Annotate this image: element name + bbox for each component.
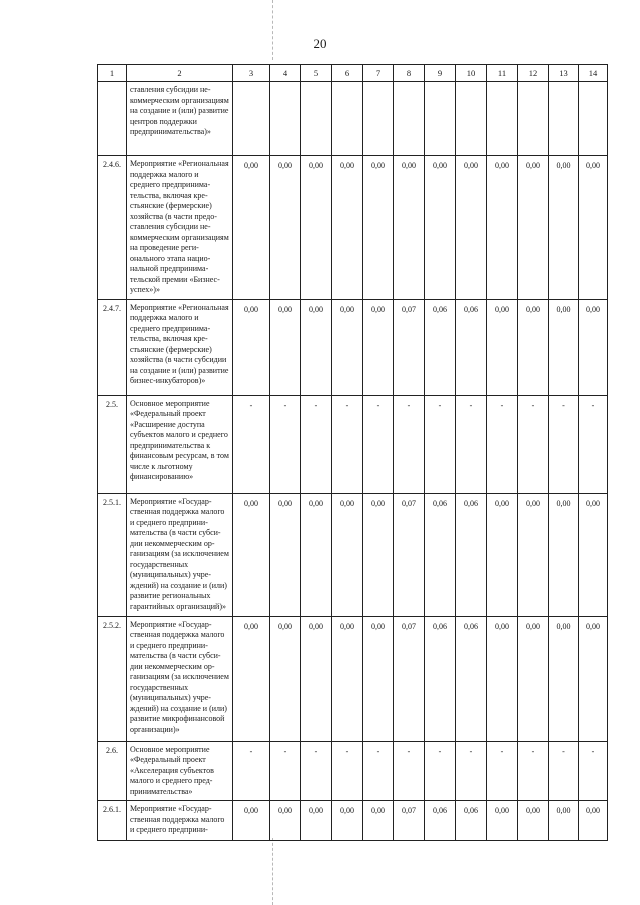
- value-cell: -: [456, 741, 487, 801]
- header-cell: 10: [456, 65, 487, 82]
- value-cell: -: [332, 741, 363, 801]
- row-description-cell: Мероприятие «Государственная поддержка малого и среднего предпринимательства (в части субсидии некоммерческим организациям (за исключением государственных (муниципальных) учреждений) на создание и (или) развитие региональных гарантийных организаций)»: [127, 493, 233, 616]
- row-description-cell: Мероприятие «Региональная поддержка малого и среднего предпринимательства, включая крестьянские (фермерские) хозяйства (в части субсидии на создание и (или) развитие бизнес-инкубаторов)»: [127, 299, 233, 395]
- header-cell: 14: [579, 65, 608, 82]
- budget-table-wrapper: [97, 64, 607, 841]
- value-cell: 0,00: [487, 299, 518, 395]
- value-cell: 0,00: [332, 156, 363, 300]
- value-cell: -: [456, 395, 487, 493]
- value-cell: 0,00: [487, 801, 518, 841]
- row-number-cell: 2.5.: [98, 395, 127, 493]
- header-cell: 8: [394, 65, 425, 82]
- row-description-cell: Мероприятие «Региональная поддержка малого и среднего предпринимательства, включая крестьянские (фермерские) хозяйства (в части предоставления субсидии некоммерческим организациям на проведение регионального этапа национальной предпринимательской премии «Бизнес-успех»)»: [127, 156, 233, 300]
- table-row: [98, 82, 608, 156]
- value-cell: [456, 82, 487, 156]
- budget-table: [97, 64, 608, 841]
- value-cell: 0,00: [233, 493, 270, 616]
- value-cell: -: [233, 741, 270, 801]
- value-cell: 0,00: [579, 299, 608, 395]
- value-cell: -: [363, 741, 394, 801]
- value-cell: 0,00: [363, 156, 394, 300]
- value-cell: -: [363, 395, 394, 493]
- table-row: [98, 616, 608, 741]
- value-cell: [394, 82, 425, 156]
- value-cell: -: [579, 395, 608, 493]
- header-row: [98, 65, 608, 82]
- value-cell: -: [487, 395, 518, 493]
- value-cell: 0,06: [425, 801, 456, 841]
- header-cell: 13: [549, 65, 579, 82]
- value-cell: 0,00: [301, 156, 332, 300]
- value-cell: -: [425, 395, 456, 493]
- value-cell: -: [301, 395, 332, 493]
- value-cell: [332, 82, 363, 156]
- table-row: [98, 395, 608, 493]
- row-number-cell: 2.4.6.: [98, 156, 127, 300]
- value-cell: 0,00: [518, 616, 549, 741]
- value-cell: -: [518, 395, 549, 493]
- value-cell: 0,07: [394, 801, 425, 841]
- page-number: 20: [313, 36, 327, 51]
- value-cell: [301, 82, 332, 156]
- value-cell: 0,00: [270, 801, 301, 841]
- table-row: [98, 493, 608, 616]
- value-cell: -: [270, 741, 301, 801]
- value-cell: 0,00: [270, 616, 301, 741]
- value-cell: [270, 82, 301, 156]
- row-description-cell: Мероприятие «Государственная поддержка малого и среднего предпринимательства (в части субсидии некоммерческим организациям (за исключением государственных (муниципальных) учреждений) на создание и (или) развитие микрофинансовой организации)»: [127, 616, 233, 741]
- header-cell: 4: [270, 65, 301, 82]
- row-description-cell: Основное мероприятие «Федеральный проект «Акселерация субъектов малого и среднего предпринимательства»: [127, 741, 233, 801]
- row-number-cell: 2.5.2.: [98, 616, 127, 741]
- value-cell: [549, 82, 579, 156]
- value-cell: 0,06: [456, 801, 487, 841]
- value-cell: 0,00: [518, 801, 549, 841]
- value-cell: -: [233, 395, 270, 493]
- value-cell: 0,00: [487, 156, 518, 300]
- value-cell: 0,00: [579, 801, 608, 841]
- value-cell: -: [518, 741, 549, 801]
- value-cell: -: [270, 395, 301, 493]
- value-cell: 0,07: [394, 299, 425, 395]
- value-cell: -: [487, 741, 518, 801]
- header-cell: 7: [363, 65, 394, 82]
- row-number-cell: 2.6.: [98, 741, 127, 801]
- value-cell: 0,07: [394, 616, 425, 741]
- value-cell: 0,00: [518, 493, 549, 616]
- value-cell: 0,00: [332, 493, 363, 616]
- table-row: [98, 156, 608, 300]
- value-cell: [233, 82, 270, 156]
- value-cell: 0,06: [456, 493, 487, 616]
- value-cell: 0,00: [301, 493, 332, 616]
- header-cell: 3: [233, 65, 270, 82]
- value-cell: 0,00: [332, 299, 363, 395]
- value-cell: 0,00: [456, 156, 487, 300]
- value-cell: 0,00: [549, 801, 579, 841]
- value-cell: -: [425, 741, 456, 801]
- value-cell: 0,00: [394, 156, 425, 300]
- value-cell: -: [394, 395, 425, 493]
- value-cell: 0,00: [332, 801, 363, 841]
- value-cell: 0,06: [456, 299, 487, 395]
- value-cell: [487, 82, 518, 156]
- row-description-cell: Основное мероприятие «Федеральный проект «Расширение доступа субъектов малого и среднего предпринимательства к финансовым ресурсам, в том числе к льготному финансированию»: [127, 395, 233, 493]
- value-cell: [579, 82, 608, 156]
- value-cell: -: [301, 741, 332, 801]
- row-number-cell: 2.5.1.: [98, 493, 127, 616]
- header-cell: 6: [332, 65, 363, 82]
- value-cell: 0,00: [301, 801, 332, 841]
- value-cell: 0,00: [270, 493, 301, 616]
- value-cell: -: [579, 741, 608, 801]
- value-cell: 0,00: [487, 493, 518, 616]
- row-number-cell: 2.6.1.: [98, 801, 127, 841]
- row-description-cell: Мероприятие «Государственная поддержка малого и среднего предприни-: [127, 801, 233, 841]
- row-number-cell: 2.4.7.: [98, 299, 127, 395]
- value-cell: 0,00: [233, 299, 270, 395]
- value-cell: 0,00: [549, 156, 579, 300]
- value-cell: 0,00: [518, 299, 549, 395]
- value-cell: [425, 82, 456, 156]
- value-cell: 0,06: [425, 299, 456, 395]
- header-cell: 2: [127, 65, 233, 82]
- value-cell: 0,00: [233, 801, 270, 841]
- value-cell: 0,06: [456, 616, 487, 741]
- row-description-cell: ставления субсидии некоммерческим организациям на создание и (или) развитие центров поддержки предпринимательства)»: [127, 82, 233, 156]
- value-cell: 0,00: [579, 616, 608, 741]
- value-cell: 0,00: [233, 616, 270, 741]
- value-cell: 0,00: [363, 493, 394, 616]
- value-cell: 0,00: [363, 616, 394, 741]
- table-row: [98, 741, 608, 801]
- binding-line-bottom: [272, 838, 273, 905]
- table-row: [98, 801, 608, 841]
- value-cell: 0,00: [579, 493, 608, 616]
- value-cell: 0,00: [549, 493, 579, 616]
- value-cell: 0,00: [233, 156, 270, 300]
- value-cell: 0,00: [518, 156, 549, 300]
- value-cell: 0,00: [487, 616, 518, 741]
- value-cell: 0,00: [301, 616, 332, 741]
- table-body: [98, 82, 608, 841]
- value-cell: 0,06: [425, 493, 456, 616]
- value-cell: 0,00: [332, 616, 363, 741]
- value-cell: -: [549, 395, 579, 493]
- value-cell: 0,00: [579, 156, 608, 300]
- header-cell: 1: [98, 65, 127, 82]
- value-cell: [518, 82, 549, 156]
- value-cell: 0,00: [363, 299, 394, 395]
- header-cell: 12: [518, 65, 549, 82]
- header-cell: 5: [301, 65, 332, 82]
- value-cell: 0,00: [425, 156, 456, 300]
- value-cell: -: [394, 741, 425, 801]
- value-cell: 0,00: [549, 299, 579, 395]
- value-cell: 0,07: [394, 493, 425, 616]
- header-cell: 9: [425, 65, 456, 82]
- value-cell: 0,00: [301, 299, 332, 395]
- value-cell: 0,06: [425, 616, 456, 741]
- value-cell: [363, 82, 394, 156]
- header-cell: 11: [487, 65, 518, 82]
- table-row: [98, 299, 608, 395]
- row-number-cell: [98, 82, 127, 156]
- value-cell: 0,00: [363, 801, 394, 841]
- value-cell: -: [332, 395, 363, 493]
- value-cell: 0,00: [549, 616, 579, 741]
- value-cell: 0,00: [270, 156, 301, 300]
- value-cell: -: [549, 741, 579, 801]
- value-cell: 0,00: [270, 299, 301, 395]
